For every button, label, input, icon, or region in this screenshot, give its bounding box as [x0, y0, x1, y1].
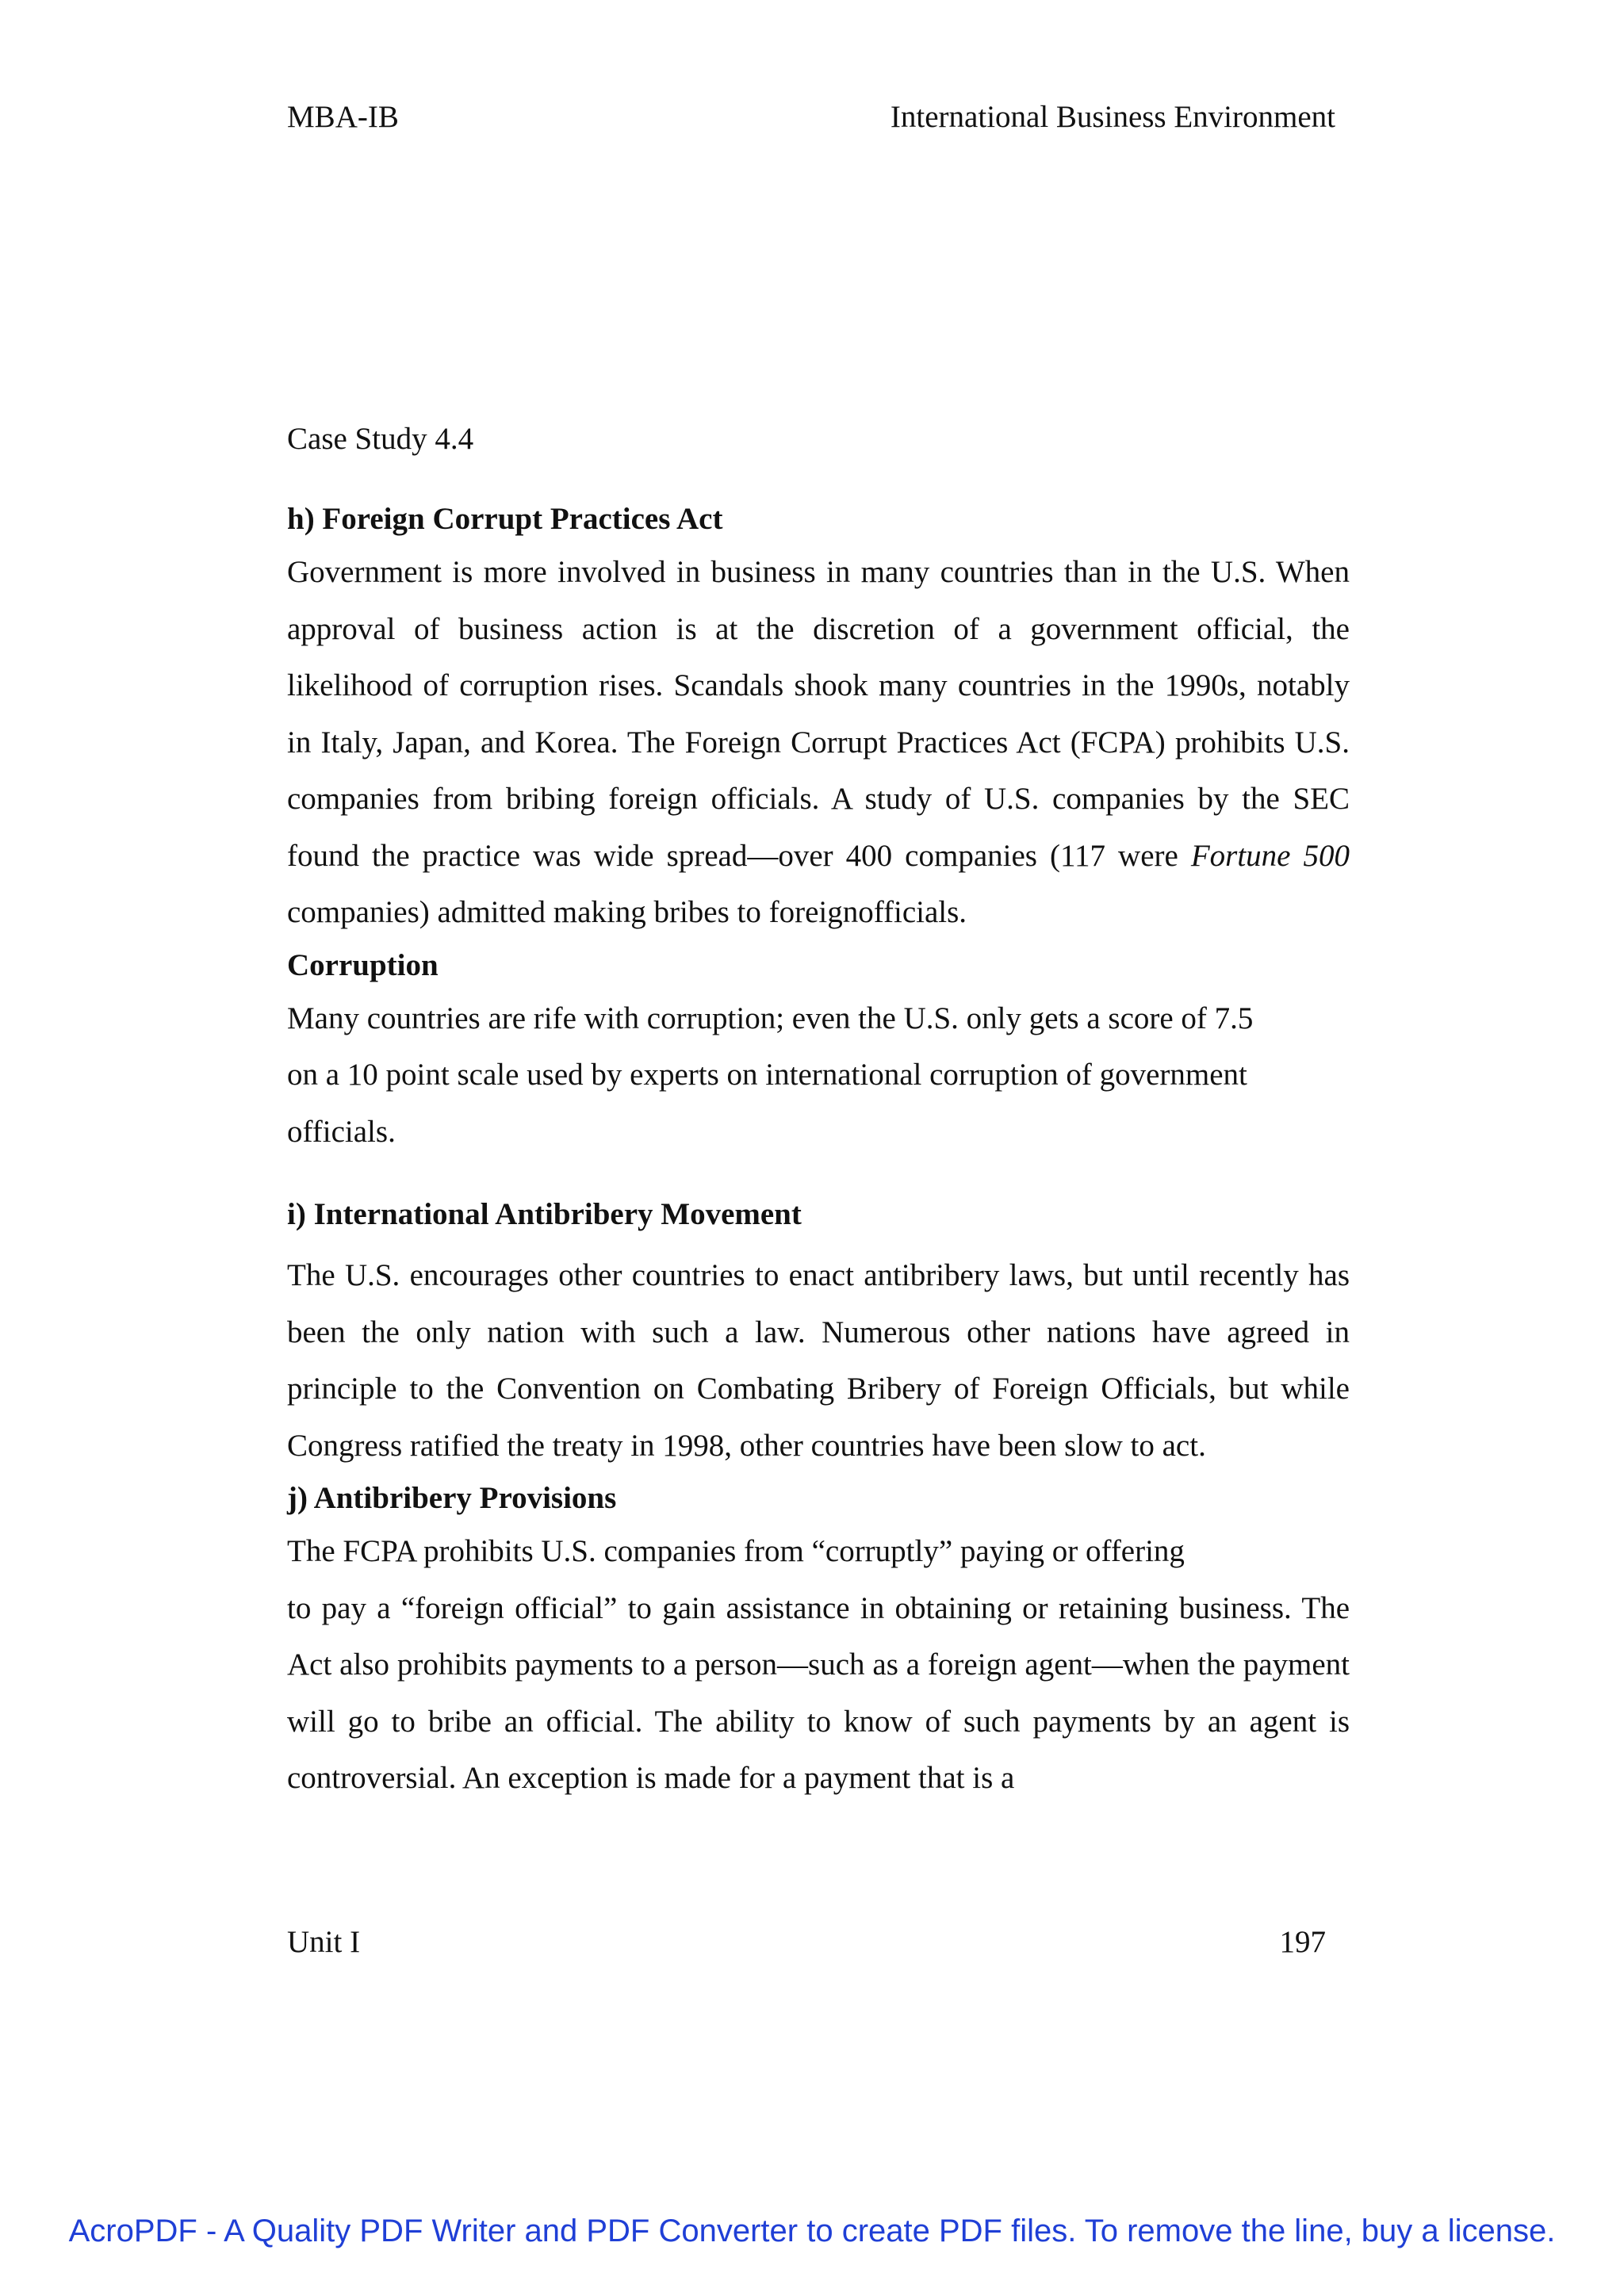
paragraph-antibribery-provisions: to pay a “foreign official” to gain assistance in obtaining or retaining business. The Act also prohibits payments to a person—such as a foreign agent—when the payment will go to bribe an official. The ability to know of such payments by an agent is controversial. An exception is made for a payment that is a	[287, 1590, 1350, 1795]
paragraph-fcpa-italic: Fortune 500	[1190, 838, 1350, 873]
header-course-code: MBA-IB	[287, 100, 399, 134]
paragraph-fcpa	[287, 544, 1350, 941]
header-book-title: International Business Environment	[890, 100, 1335, 134]
paragraph-fcpa-text-a: Government is more involved in business in many countries than in the U.S. When approval of business action is at the discretion of a government official, the likelihood of corruption rises. Scandals shook many countries in the 1990s, notably in Italy, Japan, and Korea. The Foreign Corrupt Practices Act (FCPA) prohibits U.S. companies from bribing foreign officials. A study of U.S. companies by the SEC found the practice was wide spread—over 400 companies (117 were	[287, 555, 1350, 873]
paragraph-antibribery-provisions-first-line: The FCPA prohibits U.S. companies from “corruptly” paying or offering	[287, 1534, 1185, 1568]
paragraph-corruption-line-3: officials.	[287, 1114, 396, 1149]
paragraph-corruption	[287, 990, 1350, 1161]
footer-unit: Unit I	[287, 1925, 361, 1959]
heading-antibribery-provisions: j) Antibribery Provisions	[287, 1481, 617, 1515]
paragraph-corruption-line-2: on a 10 point scale used by experts on international corruption of government	[287, 1058, 1247, 1092]
heading-international-antibribery-movement: i) International Antibribery Movement	[287, 1197, 802, 1231]
paragraph-antibribery-movement: The U.S. encourages other countries to enact antibribery laws, but until recently has been the only nation with such a law. Numerous other nations have agreed in principle to the Convention on Combating Bribery of Foreign Officials, but while Congress ratified the treaty in 1998, other countries have been slow to act.	[287, 1258, 1350, 1463]
paragraph-fcpa-text-b: companies) admitted making bribes to foreignofficials.	[287, 895, 967, 929]
page-number: 197	[1279, 1925, 1326, 1959]
paragraph-corruption-line-1: Many countries are rife with corruption; even the U.S. only gets a score of 7.5	[287, 1001, 1254, 1035]
heading-corruption: Corruption	[287, 947, 439, 982]
heading-foreign-corrupt-practices-act: h) Foreign Corrupt Practices Act	[287, 502, 723, 536]
acropdf-watermark-banner: AcroPDF - A Quality PDF Writer and PDF Converter to create PDF files. To remove the line, buy a license.	[68, 2214, 1556, 2248]
page-body	[287, 415, 1350, 1807]
case-study-label: Case Study 4.4	[287, 422, 474, 456]
